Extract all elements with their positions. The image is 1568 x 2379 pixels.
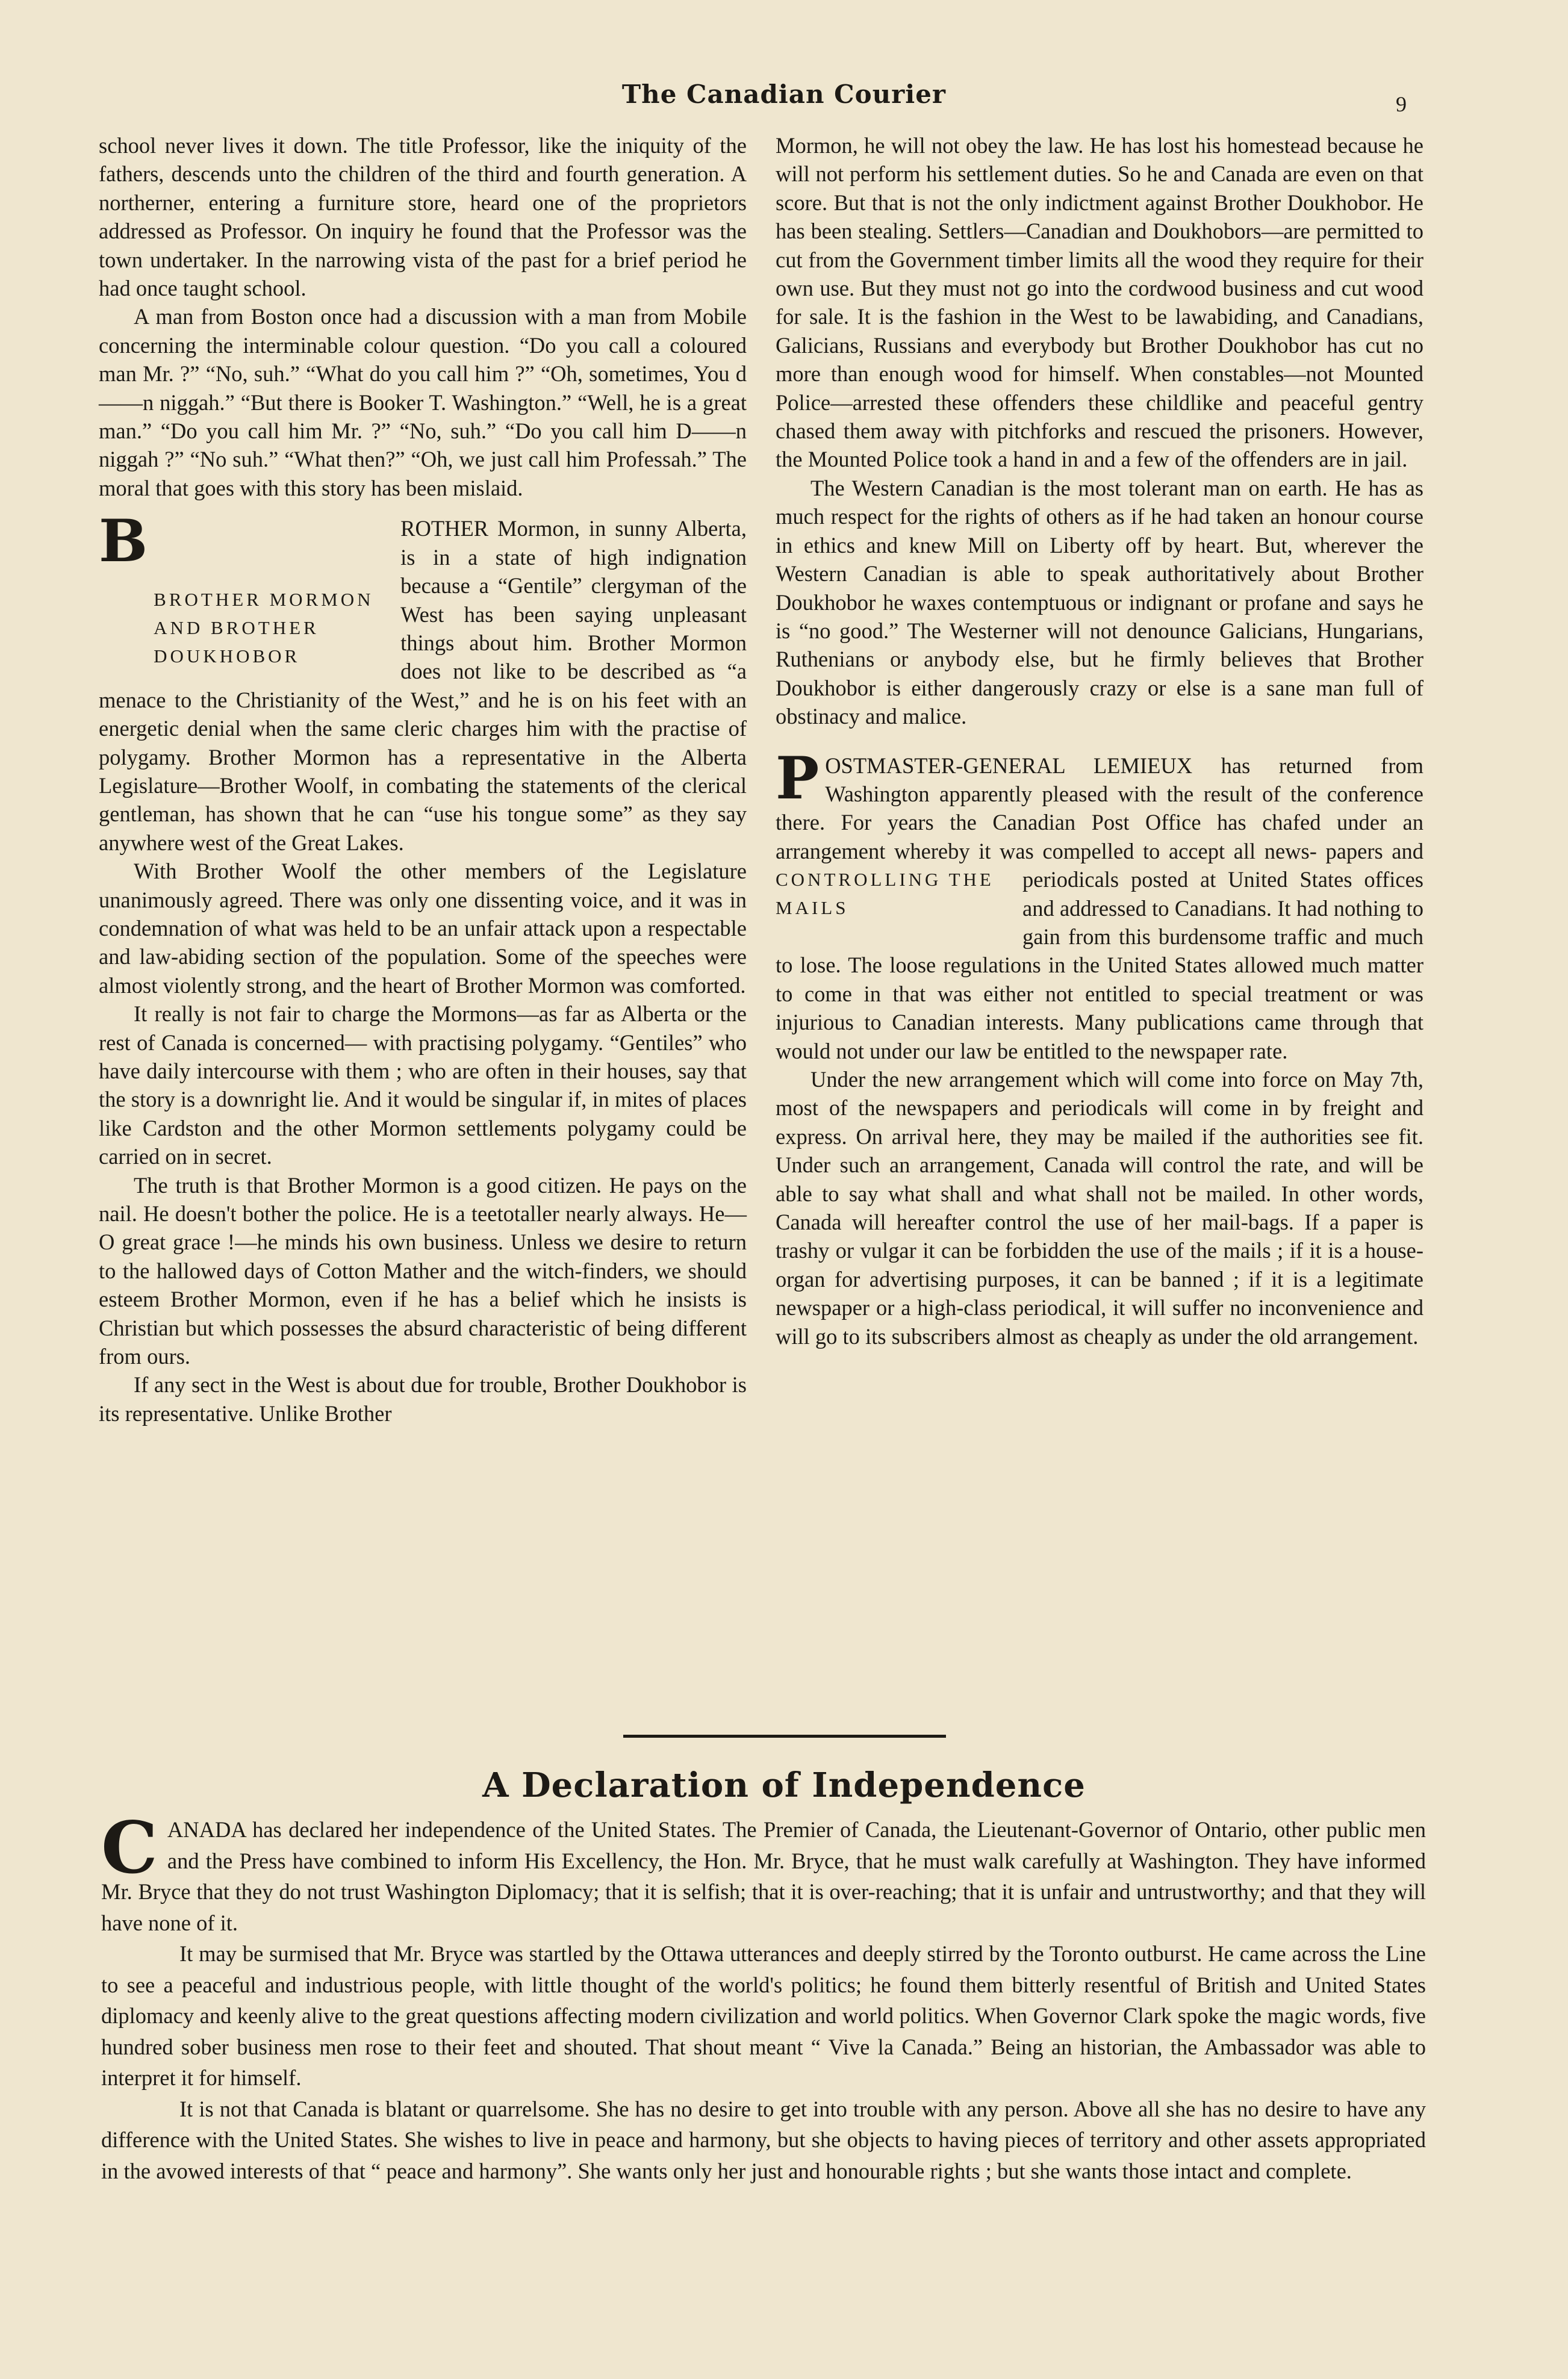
article-paragraph: It really is not fair to charge the Mormons—as far as Alberta or the rest of Canada is concerned— with practising polygamy. “Gentiles” who have daily intercourse with them ; who are often in their houses, say that the story is a downright lie. And it would be singular if, in mites of places like Cardston and the other Mormon settlements polygamy could be carried on in secret.	[99, 1001, 747, 1169]
paragraph-text: OSTMASTER-GENERAL LEMIEUX has returned from Washington apparently pleased with the result of the conference there. For years the Canadian Post Office has chafed under an arrangement whereby it was compelled to accept all news-	[776, 753, 1423, 863]
article-title: A Declaration of Independence	[482, 1765, 1086, 1805]
article-paragraph: It may be surmised that Mr. Bryce was startled by the Ottawa utterances and deeply stirred by the Toronto outburst. He came across the Line to see a peaceful and industrious people, with little thought of the world's politics; he found them bitterly resentful of British and United States diplomacy and keenly alive to the great questions affecting modern civilization and world politics. When Governor Clark spoke the magic words, five hundred sober business men rose to their feet and shouted. That shout meant “ Vive la Canada.” Being an historian, the Ambassador was able to interpret it for himself.	[101, 1941, 1426, 2090]
article-paragraph	[101, 1806, 1426, 1938]
section-heading: CONTROLLING THE MAILS	[776, 869, 994, 919]
article-paragraph: Under the new arrangement which will come into force on May 7th, most of the newspapers and periodicals will come in by freight and express. On arrival here, they may be mailed if the authorities see fit. Under such an arrangement, Canada will control the rate, and will be able to say what shall and what shall not be mailed. In other words, Canada will hereafter control the use of her mail-bags. If a paper is trashy or vulgar it can be forbidden the use of the mails ; if it is a house-organ for advertising purposes, it can be banned ; if it is a legitimate newspaper or a high-class periodical, it will suffer no inconvenience and will go to its subscribers almost as cheaply as under the old arrangement.	[776, 1067, 1423, 1349]
article-paragraph: Mormon, he will not obey the law. He has lost his homestead because he will not perform his settlement duties. So he and Canada are even on that score. But that is not the only indictment against Brother Doukhobor. He has been stealing. Settlers—Canadian and Doukhobors—are permitted to cut from the Government timber limits all the wood they require for their own use. But they must not go into the cordwood business and cut wood for sale. It is the fashion in the West to be lawabiding, and Canadians, Galicians, Russians and everybody but Brother Doukhobor has cut no more than enough wood for himself. When constables—not Mounted Police—arrested these offenders these childlike and peaceful gentry chased them away with pitchforks and rescued the prisoners. However, the Mounted Police took a hand in and a few of the offenders are in jail.	[776, 133, 1423, 472]
masthead-title: The Canadian Courier	[621, 79, 947, 109]
section-heading: BROTHER MORMON AND BROTHER DOUKHOBOR	[154, 589, 374, 667]
article-paragraph: The Western Canadian is the most tolerant man on earth. He has as much respect for the rights of others as if he had taken an honour course in ethics and knew Mill on Liberty off by heart. But, wherever the Western Canadian is able to speak authoritatively about Brother Doukhobor he waxes contemptuous or indignant or profane and says he is “no good.” The Westerner will not denounce Galicians, Hungarians, Ruthenians or anybody else, but he firmly believes that Brother Doukhobor is either dangerously crazy or else is a sane man full of obstinacy and malice.	[776, 475, 1423, 729]
drop-cap: B	[99, 507, 148, 576]
article-paragraph: school never lives it down. The title Professor, like the iniquity of the fathers, descends unto the children of the third and fourth generation. A northerner, entering a furniture store, heard one of the proprietors addressed as Professor. On inquiry he found that the Professor was the town undertaker. In the narrowing vista of the past for a brief period he had once taught school.	[99, 133, 747, 301]
article-paragraph: If any sect in the West is about due for trouble, Brother Doukhobor is its representative. Unlike Brother	[99, 1372, 747, 1426]
article-paragraph: A man from Boston once had a discussion with a man from Mobile concerning the interminable colour question. “Do you call a coloured man Mr. ?” “No, suh.” “What do you call him ?” “Oh, sometimes, You d——n niggah.” “But there is Booker T. Washington.” “Well, he is a great man.” “Do you call him Mr. ?” “No, suh.” “Do you call him D——n niggah ?” “No suh.” “What then?” “Oh, we just call him Professah.” The moral that goes with this story has been mislaid.	[99, 304, 747, 500]
article-paragraph: With Brother Woolf the other members of the Legislature unanimously agreed. There was only one dissenting voice, and it was in condemnation of what was held to be an unfair attack upon a respectable and law-abiding section of the population. Some of the speeches were almost violently strong, and the heart of Brother Mormon was comforted.	[99, 859, 747, 998]
article-paragraph	[776, 744, 1423, 1065]
right-column	[776, 131, 1423, 1351]
drop-cap: P	[776, 744, 820, 812]
drop-cap: C	[101, 1806, 158, 1889]
paragraph-text: papers and periodicals posted at United States offices and addressed to Canadians. It had nothing to gain from this burdensome traffic and much to lose. The loose regulations in the United States allowed much matter to come in that was either not entitled to special treatment or was injurious to Canadian interests. Many publications came through that would not under our law be entitled to the newspaper rate.	[776, 838, 1423, 1063]
article-paragraph	[99, 507, 747, 857]
left-column	[99, 131, 747, 1428]
paragraph-text: ROTHER Mormon, in sunny Alberta, is in a state of high indignation because a “Gentile” clergyman of the West has been saying unpleasant things about him. Brother Mormon does not like to be described as “a menace to the Christianity of the West,” and he is on his feet with an energetic denial when the same cleric charges him with the practise of polygamy. Brother Mormon has a representative in the Alberta Legislature—Brother Woolf, in combating the statements of the clerical gentleman, has shown that he can “use his tongue some” as they say anywhere west of the Great Lakes.	[99, 516, 747, 855]
article-paragraph: The truth is that Brother Mormon is a good citizen. He pays on the nail. He doesn't bother the police. He is a teetotaller nearly always. He—O great grace !—he minds his own business. Unless we desire to return to the hallowed days of Cotton Mather and the witch-finders, we should esteem Brother Mormon, even if he has a belief which he insists is Christian but which possesses the absurd characteristic of being different from ours.	[99, 1172, 747, 1369]
paragraph-text: ANADA has declared her independence of the United States. The Premier of Canada, the Lieutenant-Governor of Ontario, other public men and the Press have combined to inform His Excellency, the Hon. Mr. Bryce, that he must walk carefully at Washington. They have informed Mr. Bryce that they do not trust Washington Diplomacy; that it is selfish; that it is over-reaching; that it is unfair and untrustworthy; and that they will have none of it.	[101, 1817, 1426, 1935]
declaration-article	[101, 1806, 1426, 2186]
section-divider	[623, 1735, 946, 1738]
page-number: 9	[1396, 92, 1407, 116]
article-paragraph: It is not that Canada is blatant or quarrelsome. She has no desire to get into trouble with any person. Above all she has no desire to have any difference with the United States. She wishes to live in peace and harmony, but she objects to having pieces of territory and other assets appropriated in the avowed interests of that “ peace and harmony”. She wants only her just and honourable rights ; but she wants those intact and complete.	[101, 2096, 1426, 2183]
